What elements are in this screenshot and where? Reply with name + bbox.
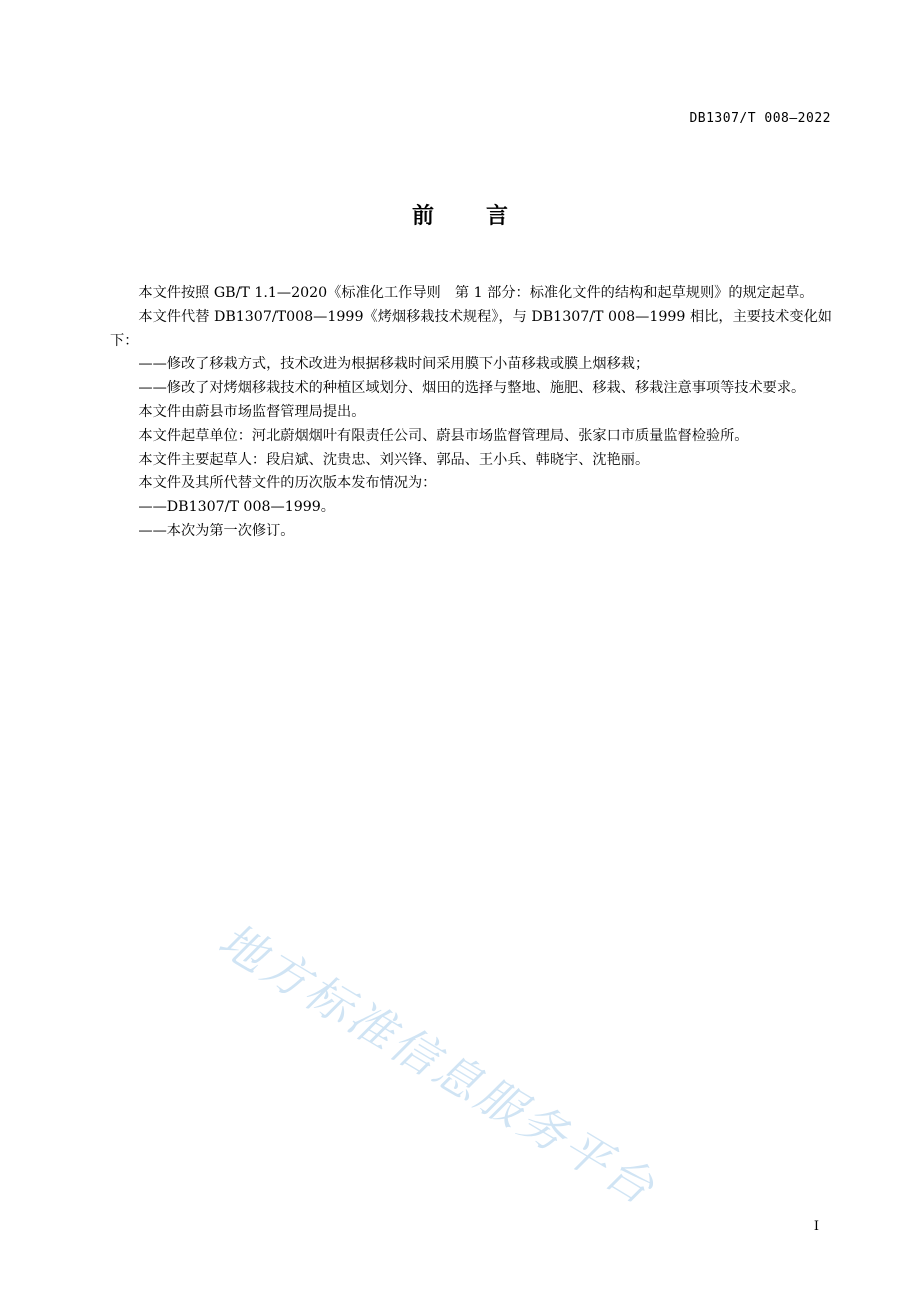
paragraph-history-2: ——本次为第一次修订。 — [138, 522, 295, 539]
paragraph-change-2: ——修改了对烤烟移栽技术的种植区域划分、烟田的选择与整地、施肥、移栽、移栽注意事项等技术要求。 — [138, 380, 806, 397]
paragraph-change-1: ——修改了移栽方式，技术改进为根据移栽时间采用膜下小苗移栽或膜上烟移栽； — [138, 356, 650, 373]
paragraph-drafting-units: 本文件起草单位：河北蔚烟烟叶有限责任公司、蔚县市场监督管理局、张家口市质量监督检验所。 — [138, 427, 749, 444]
paragraph-drafters: 本文件主要起草人：段启斌、沈贵忠、刘兴锋、郭品、王小兵、韩晓宇、沈艳丽。 — [138, 451, 650, 468]
page-title: 前言 — [411, 204, 560, 229]
paragraph-drafting-basis: 本文件按照 GB/T 1.1—2020《标准化工作导则 第 1 部分：标准化文件的结构和起草规则》的规定起草。 — [138, 285, 814, 301]
paragraph-proposer: 本文件由蔚县市场监督管理局提出。 — [138, 403, 366, 420]
watermark: 地方标准信息服务平台 — [209, 912, 666, 1217]
document-code: DB1307/T 008—2022 — [689, 111, 831, 126]
paragraph-history-1: ——DB1307/T 008—1999。 — [138, 499, 335, 516]
page-number: I — [813, 1219, 819, 1234]
paragraph-history-intro: 本文件及其所代替文件的历次版本发布情况为： — [138, 475, 437, 492]
foreword-body — [110, 282, 832, 544]
paragraph-replaces: 本文件代替 DB1307/T008—1999《烤烟移栽技术规程》，与 DB1307/T 008—1999 相比，主要技术变化如下： — [110, 308, 832, 349]
